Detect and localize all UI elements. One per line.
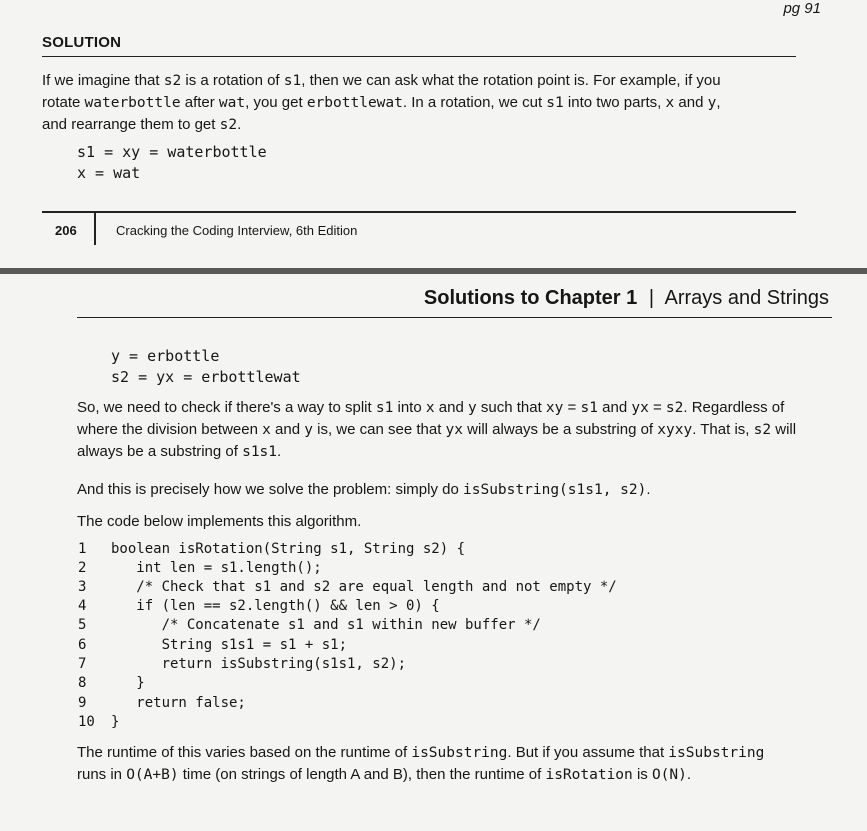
code-line: x = wat xyxy=(77,164,141,182)
intro-paragraph xyxy=(42,70,802,136)
code-listing-line: /* Concatenate s1 and s1 within new buffer */ xyxy=(111,617,541,633)
solution-heading: SOLUTION xyxy=(42,34,122,51)
chapter-rule xyxy=(77,317,832,318)
runtime-paragraph xyxy=(77,742,837,786)
code-listing-line: String s1s1 = s1 + s1; xyxy=(111,637,348,653)
approach-paragraph: And this is precisely how we solve the problem: simply do isSubstring(s1s1, s2). xyxy=(77,481,651,498)
line-number: 5 xyxy=(78,617,87,633)
code-line: y = erbottle xyxy=(111,347,220,365)
chapter-topic: Arrays and Strings xyxy=(664,287,829,309)
footer-rule xyxy=(42,211,796,213)
line-number: 1 xyxy=(78,541,87,557)
chapter-header xyxy=(424,287,829,310)
explanation-line-2: where the division between x and y is, we can see that yx will always be a substring of xyxy. That is, s2 will xyxy=(77,421,797,438)
footer-separator xyxy=(94,212,96,245)
runtime-line-1: The runtime of this varies based on the runtime of isSubstring. But if you assume that isSubstring xyxy=(77,744,765,761)
chapter-title: Solutions to Chapter 1 xyxy=(423,287,638,309)
code-listing-line: } xyxy=(111,714,120,730)
line-number: 6 xyxy=(78,637,87,653)
line-number: 3 xyxy=(78,579,87,595)
intro-line-3: and rearrange them to get s2. xyxy=(42,116,242,133)
heading-rule xyxy=(42,56,796,57)
intro-line-2: rotate waterbottle after wat, you get erbottlewat. In a rotation, we cut s1 into two parts, x and y, xyxy=(42,94,721,111)
code-intro-paragraph: The code below implements this algorithm. xyxy=(77,513,362,530)
code-listing-line: if (len == s2.length() && len > 0) { xyxy=(111,598,440,614)
code-listing-line: } xyxy=(111,675,145,691)
footer-page-number: 206 xyxy=(55,223,77,238)
code-listing-line: int len = s1.length(); xyxy=(111,560,322,576)
explanation-paragraph xyxy=(77,397,837,463)
code-listing-line: boolean isRotation(String s1, String s2) { xyxy=(111,541,466,557)
line-number: 7 xyxy=(78,656,87,672)
line-number: 8 xyxy=(78,675,87,691)
intro-line-1: If we imagine that s2 is a rotation of s1, then we can ask what the rotation point is. For example, if you xyxy=(42,72,721,89)
footer-book-title: Cracking the Coding Interview, 6th Edition xyxy=(116,223,358,238)
code-line: s2 = yx = erbottlewat xyxy=(111,368,301,386)
code-listing-line: /* Check that s1 and s2 are equal length and not empty */ xyxy=(111,579,617,595)
runtime-line-2: runs in O(A+B) time (on strings of length A and B), then the runtime of isRotation is O(N). xyxy=(77,766,692,783)
code-listing-line: return isSubstring(s1s1, s2); xyxy=(111,656,407,672)
line-number: 9 xyxy=(78,695,87,711)
code-listing-line: return false; xyxy=(111,695,246,711)
explanation-line-3: always be a substring of s1s1. xyxy=(77,443,282,460)
explanation-line-1: So, we need to check if there's a way to split s1 into x and y such that xy = s1 and yx = s2. Regardless of xyxy=(77,399,785,416)
page-reference: pg 91 xyxy=(783,0,821,17)
line-number: 4 xyxy=(78,598,87,614)
line-number: 2 xyxy=(78,560,87,576)
line-number: 10 xyxy=(78,714,95,730)
code-line: s1 = xy = waterbottle xyxy=(77,143,267,161)
page-divider xyxy=(0,268,867,274)
chapter-separator: | xyxy=(648,287,655,309)
